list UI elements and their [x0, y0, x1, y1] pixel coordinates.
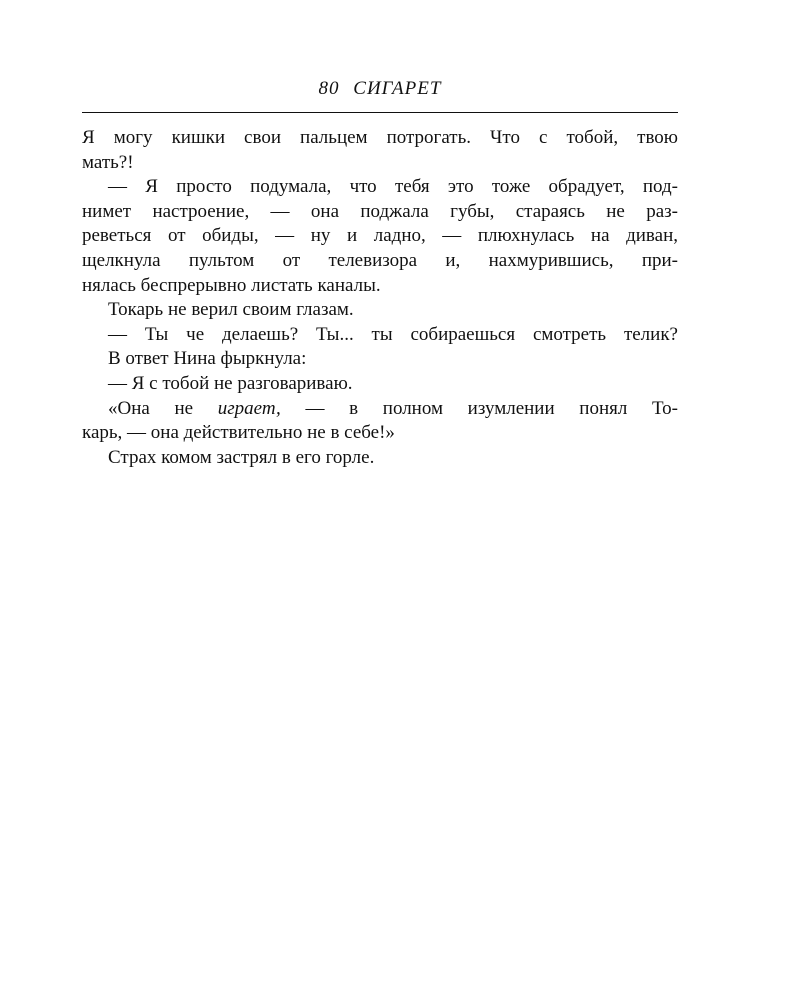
emphasis-word: играет,	[217, 397, 281, 419]
text-line: В ответ Нина фыркнула:	[108, 348, 307, 370]
text-line: — Я просто подумала, что тебя это тоже обрадует, под-	[108, 176, 678, 198]
text-line: реветься от обиды, — ну и ладно, — плюхнулась на диван,	[82, 225, 678, 247]
text-line: Я могу кишки свои пальцем потрогать. Что с тобой, твою	[82, 127, 678, 148]
text-line: нялась беспрерывно листать каналы.	[82, 274, 381, 296]
text-line-mixed	[82, 397, 678, 422]
text-line: щелкнула пультом от телевизора и, нахмурившись, при-	[82, 249, 678, 271]
quote-rest: — в полном изумлении понял То-	[305, 397, 679, 419]
running-title: СИГАРЕТ	[353, 78, 442, 99]
header-rule	[82, 112, 678, 113]
page-number: 80	[318, 78, 340, 99]
text-line: Токарь не верил своим глазам.	[108, 299, 354, 321]
text-line: — Я с тобой не разговариваю.	[108, 372, 353, 394]
text-line: карь, — она действительно не в себе!»	[82, 422, 395, 444]
running-head	[82, 78, 678, 100]
text-line: Страх комом застрял в его горле.	[108, 446, 375, 468]
text-line: нимет настроение, — она поджала губы, стараясь не раз-	[82, 200, 678, 222]
body-text	[82, 126, 678, 470]
text-line: — Ты че делаешь? Ты... ты собираешься смотреть телик?	[108, 323, 678, 345]
text-line: мать?!	[82, 151, 134, 173]
quote-start: «Она не	[108, 397, 194, 419]
